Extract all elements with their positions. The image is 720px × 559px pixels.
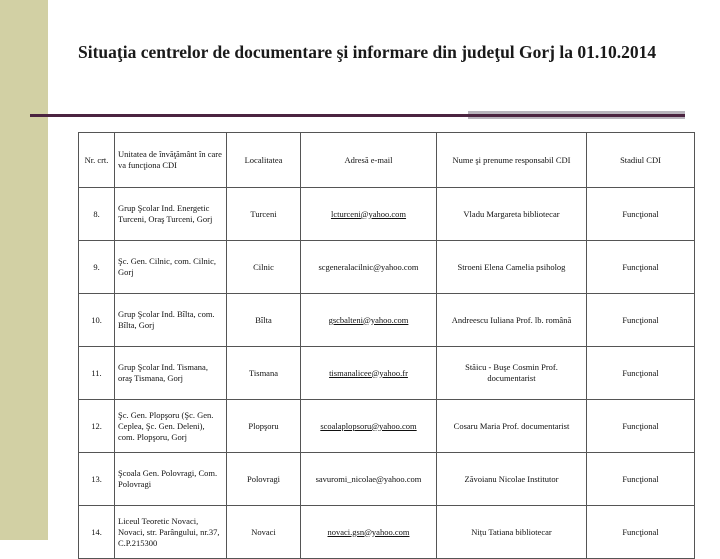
cell-locality: Novaci bbox=[227, 506, 301, 559]
cell-status: Funcţional bbox=[587, 506, 695, 559]
header-status: Stadiul CDI bbox=[587, 133, 695, 188]
header-unit: Unitatea de învăţământ în care va funcţiona CDI bbox=[115, 133, 227, 188]
header-nr: Nr. crt. bbox=[79, 133, 115, 188]
cell-nr: 8. bbox=[79, 188, 115, 241]
cell-status: Funcţional bbox=[587, 241, 695, 294]
cell-locality: Turceni bbox=[227, 188, 301, 241]
title-rule bbox=[30, 114, 685, 117]
cdi-table bbox=[78, 132, 695, 559]
slide-title: Situaţia centrelor de documentare şi informare din judeţul Gorj la 01.10.2014 bbox=[78, 42, 657, 62]
cell-status: Funcţional bbox=[587, 294, 695, 347]
table-row bbox=[79, 400, 695, 453]
cell-responsible: Stroeni Elena Camelia psiholog bbox=[437, 241, 587, 294]
table-row bbox=[79, 453, 695, 506]
cell-responsible: Andreescu Iuliana Prof. lb. română bbox=[437, 294, 587, 347]
cell-status: Funcţional bbox=[587, 188, 695, 241]
header-locality: Localitatea bbox=[227, 133, 301, 188]
cell-nr: 13. bbox=[79, 453, 115, 506]
cell-responsible: Zăvoianu Nicolae Institutor bbox=[437, 453, 587, 506]
cell-responsible: Stăicu - Buşe Cosmin Prof. documentarist bbox=[437, 347, 587, 400]
cell-email-link[interactable]: tismanalicee@yahoo.fr bbox=[301, 347, 437, 400]
cell-nr: 14. bbox=[79, 506, 115, 559]
cell-status: Funcţional bbox=[587, 400, 695, 453]
cell-email-link[interactable]: novaci.gsn@yahoo.com bbox=[301, 506, 437, 559]
cell-responsible: Nițu Tatiana bibliotecar bbox=[437, 506, 587, 559]
table-row bbox=[79, 188, 695, 241]
table-row bbox=[79, 506, 695, 559]
cell-nr: 10. bbox=[79, 294, 115, 347]
cell-unit: Grup Şcolar Ind. Bîlta, com. Bîlta, Gorj bbox=[115, 294, 227, 347]
cell-email-link[interactable]: gscbalteni@yahoo.com bbox=[301, 294, 437, 347]
cell-responsible: Vladu Margareta bibliotecar bbox=[437, 188, 587, 241]
cell-status: Funcţional bbox=[587, 347, 695, 400]
cell-unit: Şc. Gen. Cilnic, com. Cilnic, Gorj bbox=[115, 241, 227, 294]
header-email: Adresă e-mail bbox=[301, 133, 437, 188]
cell-email: savuromi_nicolae@yahoo.com bbox=[301, 453, 437, 506]
cell-nr: 12. bbox=[79, 400, 115, 453]
cell-unit: Şcoala Gen. Polovragi, Com. Polovragi bbox=[115, 453, 227, 506]
table-row bbox=[79, 294, 695, 347]
cell-locality: Cilnic bbox=[227, 241, 301, 294]
left-accent-bar bbox=[0, 0, 48, 540]
table-row bbox=[79, 241, 695, 294]
header-responsible: Nume şi prenume responsabil CDI bbox=[437, 133, 587, 188]
cell-unit: Liceul Teoretic Novaci, Novaci, str. Parângului, nr.37, C.P.215300 bbox=[115, 506, 227, 559]
cell-email-link[interactable]: lcturceni@yahoo.com bbox=[301, 188, 437, 241]
cell-status: Funcţional bbox=[587, 453, 695, 506]
table-row bbox=[79, 347, 695, 400]
cell-unit: Grup Şcolar Ind. Tismana, oraş Tismana, Gorj bbox=[115, 347, 227, 400]
cell-unit: Şc. Gen. Plopşoru (Şc. Gen. Ceplea, Şc. Gen. Deleni), com. Plopşoru, Gorj bbox=[115, 400, 227, 453]
cell-locality: Plopşoru bbox=[227, 400, 301, 453]
cell-locality: Tismana bbox=[227, 347, 301, 400]
cell-responsible: Cosaru Maria Prof. documentarist bbox=[437, 400, 587, 453]
cell-email: scgeneralacilnic@yahoo.com bbox=[301, 241, 437, 294]
cell-email-link[interactable]: scoalaplopsoru@yahoo.com bbox=[301, 400, 437, 453]
cell-locality: Polovragi bbox=[227, 453, 301, 506]
cell-locality: Bîlta bbox=[227, 294, 301, 347]
cell-nr: 9. bbox=[79, 241, 115, 294]
cell-unit: Grup Şcolar Ind. Energetic Turceni, Oraş Turceni, Gorj bbox=[115, 188, 227, 241]
cell-nr: 11. bbox=[79, 347, 115, 400]
table-header-row bbox=[79, 133, 695, 188]
